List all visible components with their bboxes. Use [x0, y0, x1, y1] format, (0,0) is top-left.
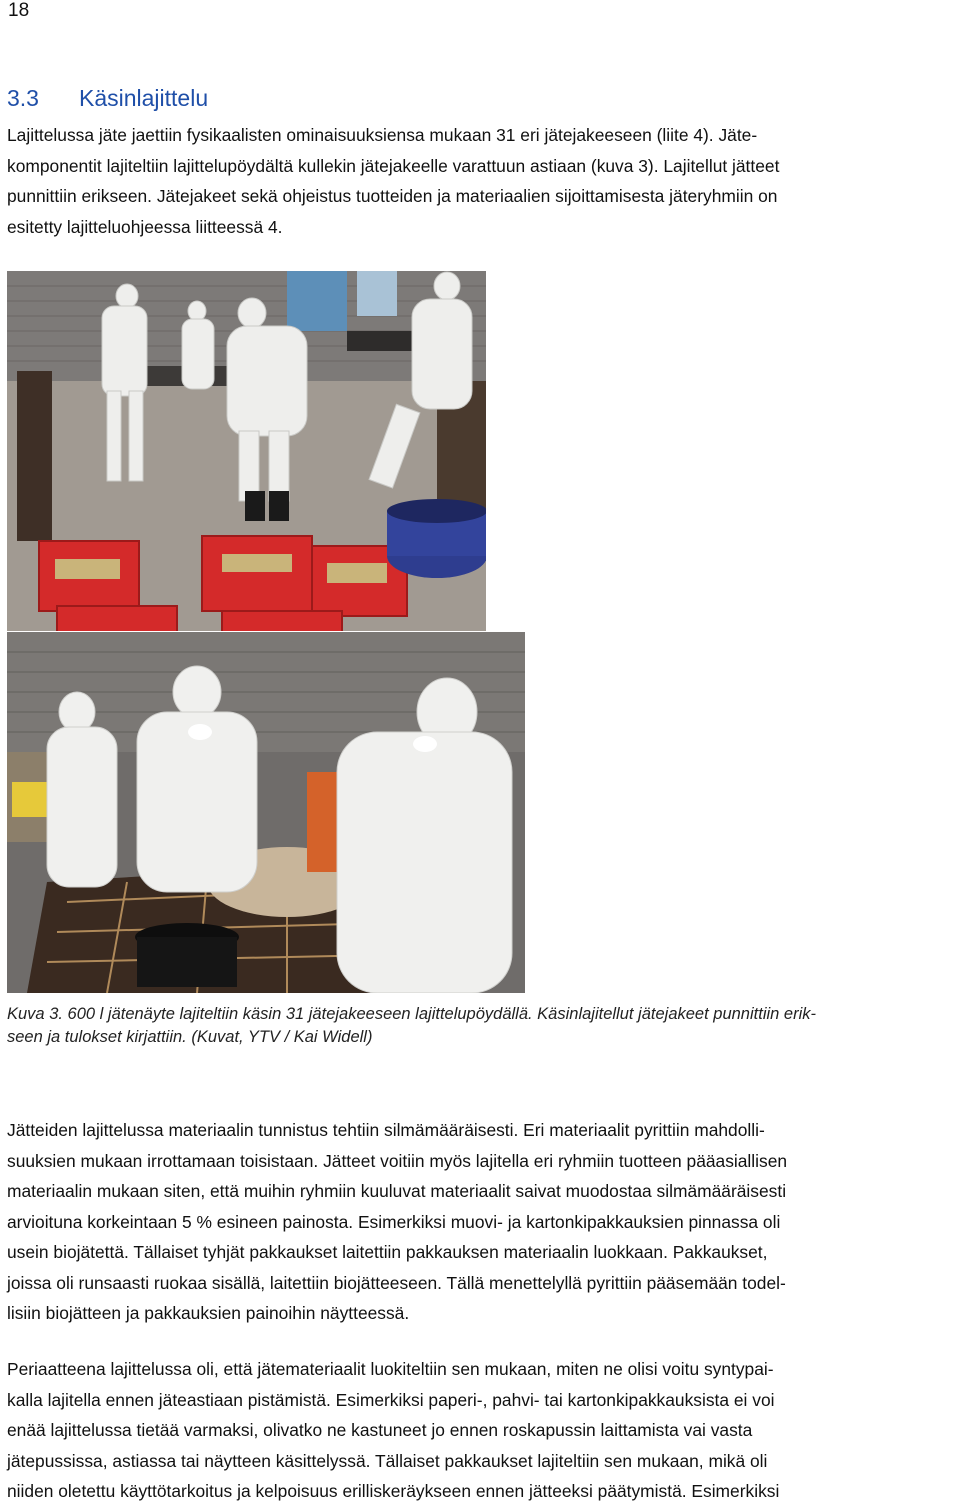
section-heading [7, 84, 208, 112]
figure-caption [7, 1003, 816, 1049]
paragraph-line: materiaalin mukaan siten, että muihin ryhmiin kuuluvat materiaalit saivat muodostaa silmämääräisesti [7, 1181, 787, 1201]
paragraph-line: arvioituna korkeintaan 5 % esineen painosta. Esimerkiksi muovi- ja kartonkipakkauksien pinnassa oli [7, 1211, 781, 1232]
paragraph-line: lisiin biojätteen ja pakkauksien painoihin näytteessä. [7, 1303, 410, 1323]
paragraph-line: niiden oletettu käyttötarkoitus ja kelpoisuus erilliskeräykseen ennen jätteeksi päätymistä. Esimerkiksi [7, 1481, 780, 1501]
paragraph-line: Jätteiden lajittelussa materiaalin tunnistus tehtiin silmämääräisesti. Eri materiaalit pyrittiin mahdolli- [7, 1120, 765, 1140]
paragraph-material-identification [7, 1115, 954, 1329]
paragraph-line: enää lajittelussa tietää varmaksi, olivatko ne kastuneet jo ennen roskapussin laittamista vai vasta [7, 1420, 753, 1440]
intro-paragraph [7, 120, 954, 242]
caption-line: seen ja tulokset kirjattiin. (Kuvat, YTV / Kai Widell) [7, 1028, 373, 1046]
paragraph-line: esitetty lajitteluohjeessa liitteessä 4. [7, 216, 283, 237]
photo-sorting-hall [7, 271, 486, 631]
page-number: 18 [8, 0, 30, 21]
paragraph-line: kalla lajitella ennen jäteastiaan pistämistä. Esimerkiksi paperi-, pahvi- tai kartonkipakkauksista ei voi [7, 1389, 775, 1410]
paragraph-line: joissa oli runsaasti ruokaa sisällä, laitettiin biojätteeseen. Tällä menettelyllä pyrittiin pääsemään todel- [7, 1272, 786, 1293]
section-number: 3.3 [7, 85, 39, 111]
paragraph-line: Lajittelussa jäte jaettiin fysikaalisten ominaisuuksiensa mukaan 31 eri jätejakeeseen (liite 4). Jäte- [7, 125, 758, 145]
paragraph-line: jätepussissa, astiassa tai näytteen käsittelyssä. Tällaiset pakkaukset lajiteltiin sen mukaan, mikä oli [7, 1450, 768, 1471]
paragraph-line: Periaatteena lajittelussa oli, että jätemateriaalit luokiteltiin sen mukaan, miten ne olisi voitu syntypai- [7, 1359, 774, 1379]
section-title: Käsinlajittelu [79, 85, 209, 111]
paragraph-line: usein biojätettä. Tällaiset tyhjät pakkaukset laitettiin pakkauksen materiaalin luokkaan. Pakkaukset, [7, 1242, 768, 1262]
paragraph-line: suuksien mukaan irrottamaan toisistaan. Jätteet voitiin myös lajitella eri ryhmiin tuotteen pääasiallisen [7, 1150, 788, 1171]
photo-sorting-table [7, 632, 525, 993]
caption-line: Kuva 3. 600 l jätenäyte lajiteltiin käsin 31 jätejakeeseen lajittelupöydällä. Käsinlajitellut jätejakeet punnittiin erik- [7, 1005, 816, 1023]
paragraph-line: komponentit lajiteltiin lajittelupöydältä kullekin jätejakeelle varattuun astiaan (kuva 3). Lajitellut jätteet [7, 155, 780, 176]
paragraph-line: punnittiin erikseen. Jätejakeet sekä ohjeistus tuotteiden ja materiaalien sijoittamisesta jäteryhmiin on [7, 186, 778, 206]
paragraph-sorting-principle [7, 1354, 954, 1507]
